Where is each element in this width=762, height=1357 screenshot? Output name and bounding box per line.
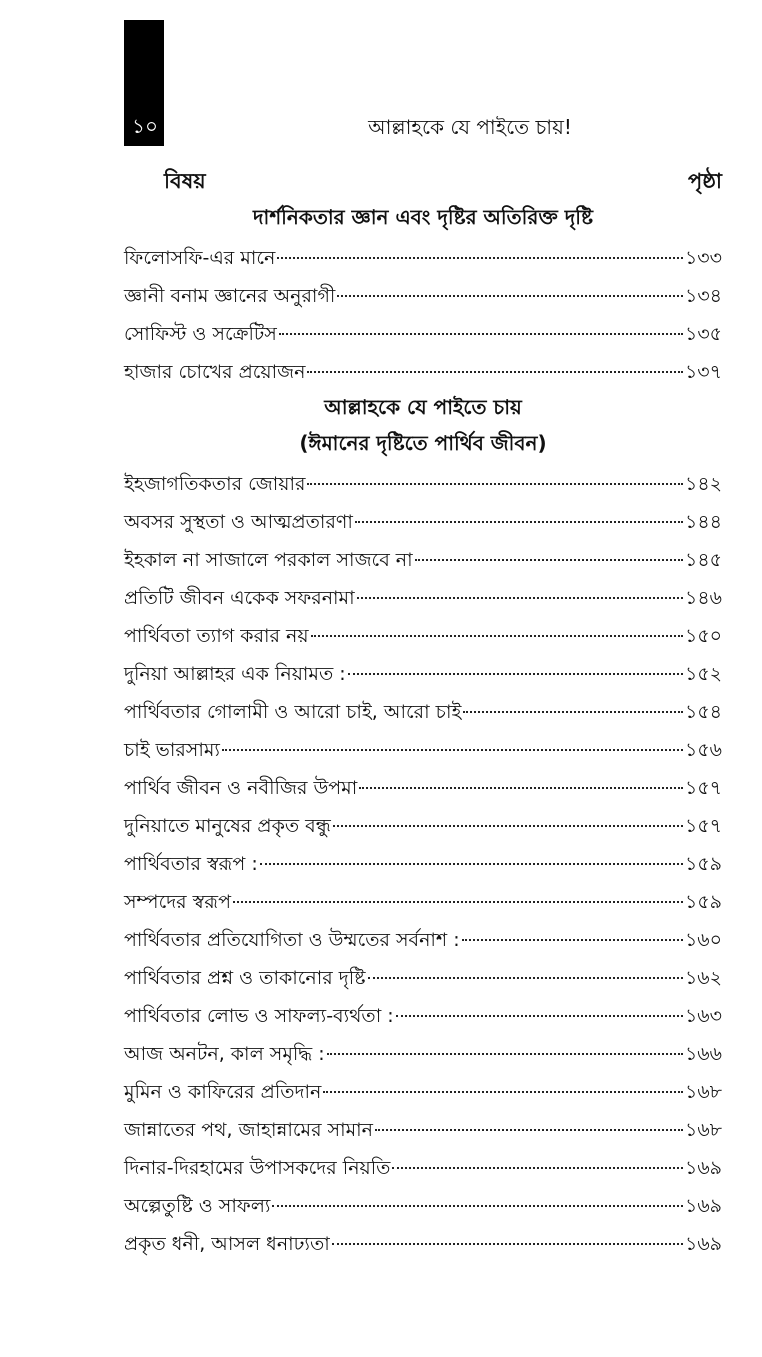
- toc-entry-title: প্রতিটি জীবন একেক সফরনামা: [124, 587, 355, 609]
- section-subheading: (ঈমানের দৃষ্টিতে পার্থিব জীবন): [299, 431, 547, 455]
- toc-entry-page: ১৪৪: [685, 511, 722, 533]
- toc-entry-title: দুনিয়া আল্লাহর এক নিয়ামত :: [124, 663, 346, 685]
- toc-entry-title: পার্থিব জীবন ও নবীজির উপমা: [124, 777, 358, 799]
- toc-entry-page: ১৫৯: [685, 891, 722, 913]
- dot-leader: [307, 483, 683, 485]
- toc-entry-page: ১৬৯: [684, 1195, 722, 1217]
- dot-leader: [396, 1015, 683, 1017]
- toc-entry[interactable]: [124, 848, 722, 880]
- toc-entry-title: দিনার-দিরহামের উপাসকদের নিয়তি: [124, 1157, 391, 1179]
- section-heading: দার্শনিকতার জ্ঞান এবং দৃষ্টির অতিরিক্ত দৃষ্টি: [253, 205, 593, 229]
- toc-entry[interactable]: [124, 1228, 722, 1260]
- toc-entry-page: ১৪৫: [685, 549, 722, 571]
- toc-entry[interactable]: [124, 582, 722, 614]
- section-heading: আল্লাহকে যে পাইতে চায়: [324, 395, 522, 419]
- toc-entry[interactable]: [124, 356, 722, 388]
- toc-entry-page: ১৬৬: [684, 1043, 722, 1065]
- toc-entry-title: পার্থিবতার গোলামী ও আরো চাই, আরো চাই: [124, 701, 462, 723]
- toc-entry-page: ১৫০: [684, 625, 722, 647]
- toc-entry-title: চাই ভারসাম্য: [124, 739, 220, 761]
- dot-leader: [462, 939, 683, 941]
- toc-entry[interactable]: [124, 1190, 722, 1222]
- toc-entry-title: জান্নাতের পথ, জাহান্নামের সামান: [124, 1119, 374, 1141]
- dot-leader: [323, 1091, 683, 1093]
- dot-leader: [279, 333, 683, 335]
- toc-entry-page: ১৬২: [684, 967, 722, 989]
- toc-entry-title: সোফিস্ট ও সক্রেটিস: [124, 323, 277, 345]
- toc-entry-title: জ্ঞানী বনাম জ্ঞানের অনুরাগী: [124, 285, 336, 307]
- dot-leader: [348, 673, 683, 675]
- dot-leader: [337, 295, 683, 297]
- toc-entry-page: ১৪৬: [684, 587, 722, 609]
- toc-entry-title: আজ অনটন, কাল সমৃদ্ধি :: [124, 1043, 325, 1065]
- toc-entry-page: ১৫২: [684, 663, 722, 685]
- dot-leader: [277, 257, 683, 259]
- toc-entry[interactable]: [124, 772, 722, 804]
- toc-entry[interactable]: [124, 924, 722, 956]
- toc-entry-page: ১৫৯: [685, 853, 722, 875]
- dot-leader: [332, 1243, 683, 1245]
- subject-column-heading: বিষয়: [164, 169, 206, 193]
- toc-entry-title: ইহকাল না সাজালে পরকাল সাজবে না: [124, 549, 413, 571]
- dot-leader: [368, 977, 683, 979]
- toc-entry-title: সম্পদের স্বরূপ: [124, 891, 231, 913]
- toc-entry-page: ১৬৮: [684, 1081, 722, 1103]
- toc-entry[interactable]: [124, 1000, 722, 1032]
- toc-entry[interactable]: [124, 658, 722, 690]
- dot-leader: [392, 1167, 683, 1169]
- toc-entry-title: দুনিয়াতে মানুষের প্রকৃত বন্ধু: [124, 815, 331, 837]
- toc-entry-title: মুমিন ও কাফিরের প্রতিদান: [124, 1081, 322, 1103]
- dot-leader: [311, 635, 683, 637]
- toc-entry-title: পার্থিবতা ত্যাগ করার নয়: [124, 625, 309, 647]
- toc-entry-title: হাজার চোখের প্রয়োজন: [124, 361, 306, 383]
- dot-leader: [233, 901, 683, 903]
- toc-entry[interactable]: [124, 468, 722, 500]
- dot-leader: [415, 559, 683, 561]
- running-title: আল্লাহকে যে পাইতে চায়!: [368, 115, 572, 139]
- toc-entry[interactable]: [124, 280, 722, 312]
- dot-leader: [260, 863, 683, 865]
- toc-entry-title: পার্থিবতার প্রশ্ন ও তাকানোর দৃষ্টি: [124, 967, 366, 989]
- toc-entry-title: ফিলোসফি-এর মানে: [124, 247, 276, 269]
- dot-leader: [327, 1053, 683, 1055]
- toc-entry-page: ১৫৭: [684, 777, 722, 799]
- dot-leader: [355, 521, 683, 523]
- dot-leader: [463, 711, 683, 713]
- page-column-heading: পৃষ্ঠা: [687, 169, 722, 193]
- toc-entry-page: ১৬৯: [684, 1157, 722, 1179]
- toc-entry-page: ১৩৪: [684, 285, 722, 307]
- toc-entry[interactable]: [124, 1152, 722, 1184]
- toc-entry-page: ১৫৪: [685, 701, 722, 723]
- toc-entry[interactable]: [124, 734, 722, 766]
- toc-entry[interactable]: [124, 696, 722, 728]
- toc-entry[interactable]: [124, 242, 722, 274]
- toc-entry[interactable]: [124, 1076, 722, 1108]
- toc-entry-page: ১৫৭: [684, 815, 722, 837]
- toc-entry[interactable]: [124, 886, 722, 918]
- toc-entry-page: ১৬৩: [684, 1005, 722, 1027]
- toc-entry[interactable]: [124, 544, 722, 576]
- toc-entry-page: ১৬৯: [684, 1233, 722, 1255]
- toc-entry-title: পার্থিবতার লোভ ও সাফল্য-ব্যর্থতা :: [124, 1005, 394, 1027]
- toc-entry-title: অল্পেতুষ্টি ও সাফল্য: [124, 1195, 271, 1217]
- toc-entry-page: ১৪২: [684, 473, 722, 495]
- toc-entry[interactable]: [124, 506, 722, 538]
- dot-leader: [333, 825, 683, 827]
- toc-entry-page: ১৩৫: [684, 323, 722, 345]
- toc-entry-title: প্রকৃত ধনী, আসল ধনাঢ্যতা: [124, 1233, 330, 1255]
- toc-entry[interactable]: [124, 810, 722, 842]
- dot-leader: [222, 749, 683, 751]
- toc-entry-title: পার্থিবতার স্বরূপ :: [124, 853, 258, 875]
- toc-entry[interactable]: [124, 1038, 722, 1070]
- toc-entry[interactable]: [124, 620, 722, 652]
- dot-leader: [307, 371, 683, 373]
- page-number: ১০: [132, 114, 158, 138]
- dot-leader: [357, 597, 683, 599]
- dot-leader: [375, 1129, 683, 1131]
- toc-entry[interactable]: [124, 318, 722, 350]
- toc-entry-page: ১৫৬: [684, 739, 722, 761]
- toc-entry-title: অবসর সুস্থতা ও আত্মপ্রতারণা: [124, 511, 353, 533]
- toc-entry-title: পার্থিবতার প্রতিযোগিতা ও উম্মতের সর্বনাশ :: [124, 929, 460, 951]
- toc-entry-page: ১৬০: [684, 929, 722, 951]
- dot-leader: [359, 787, 683, 789]
- toc-entry-page: ১৩৩: [684, 247, 722, 269]
- toc-entry[interactable]: [124, 1114, 722, 1146]
- toc-entry[interactable]: [124, 962, 722, 994]
- toc-entry-page: ১৩৭: [684, 361, 722, 383]
- dot-leader: [272, 1205, 683, 1207]
- toc-entry-title: ইহজাগতিকতার জোয়ার: [124, 473, 306, 495]
- toc-entry-page: ১৬৮: [684, 1119, 722, 1141]
